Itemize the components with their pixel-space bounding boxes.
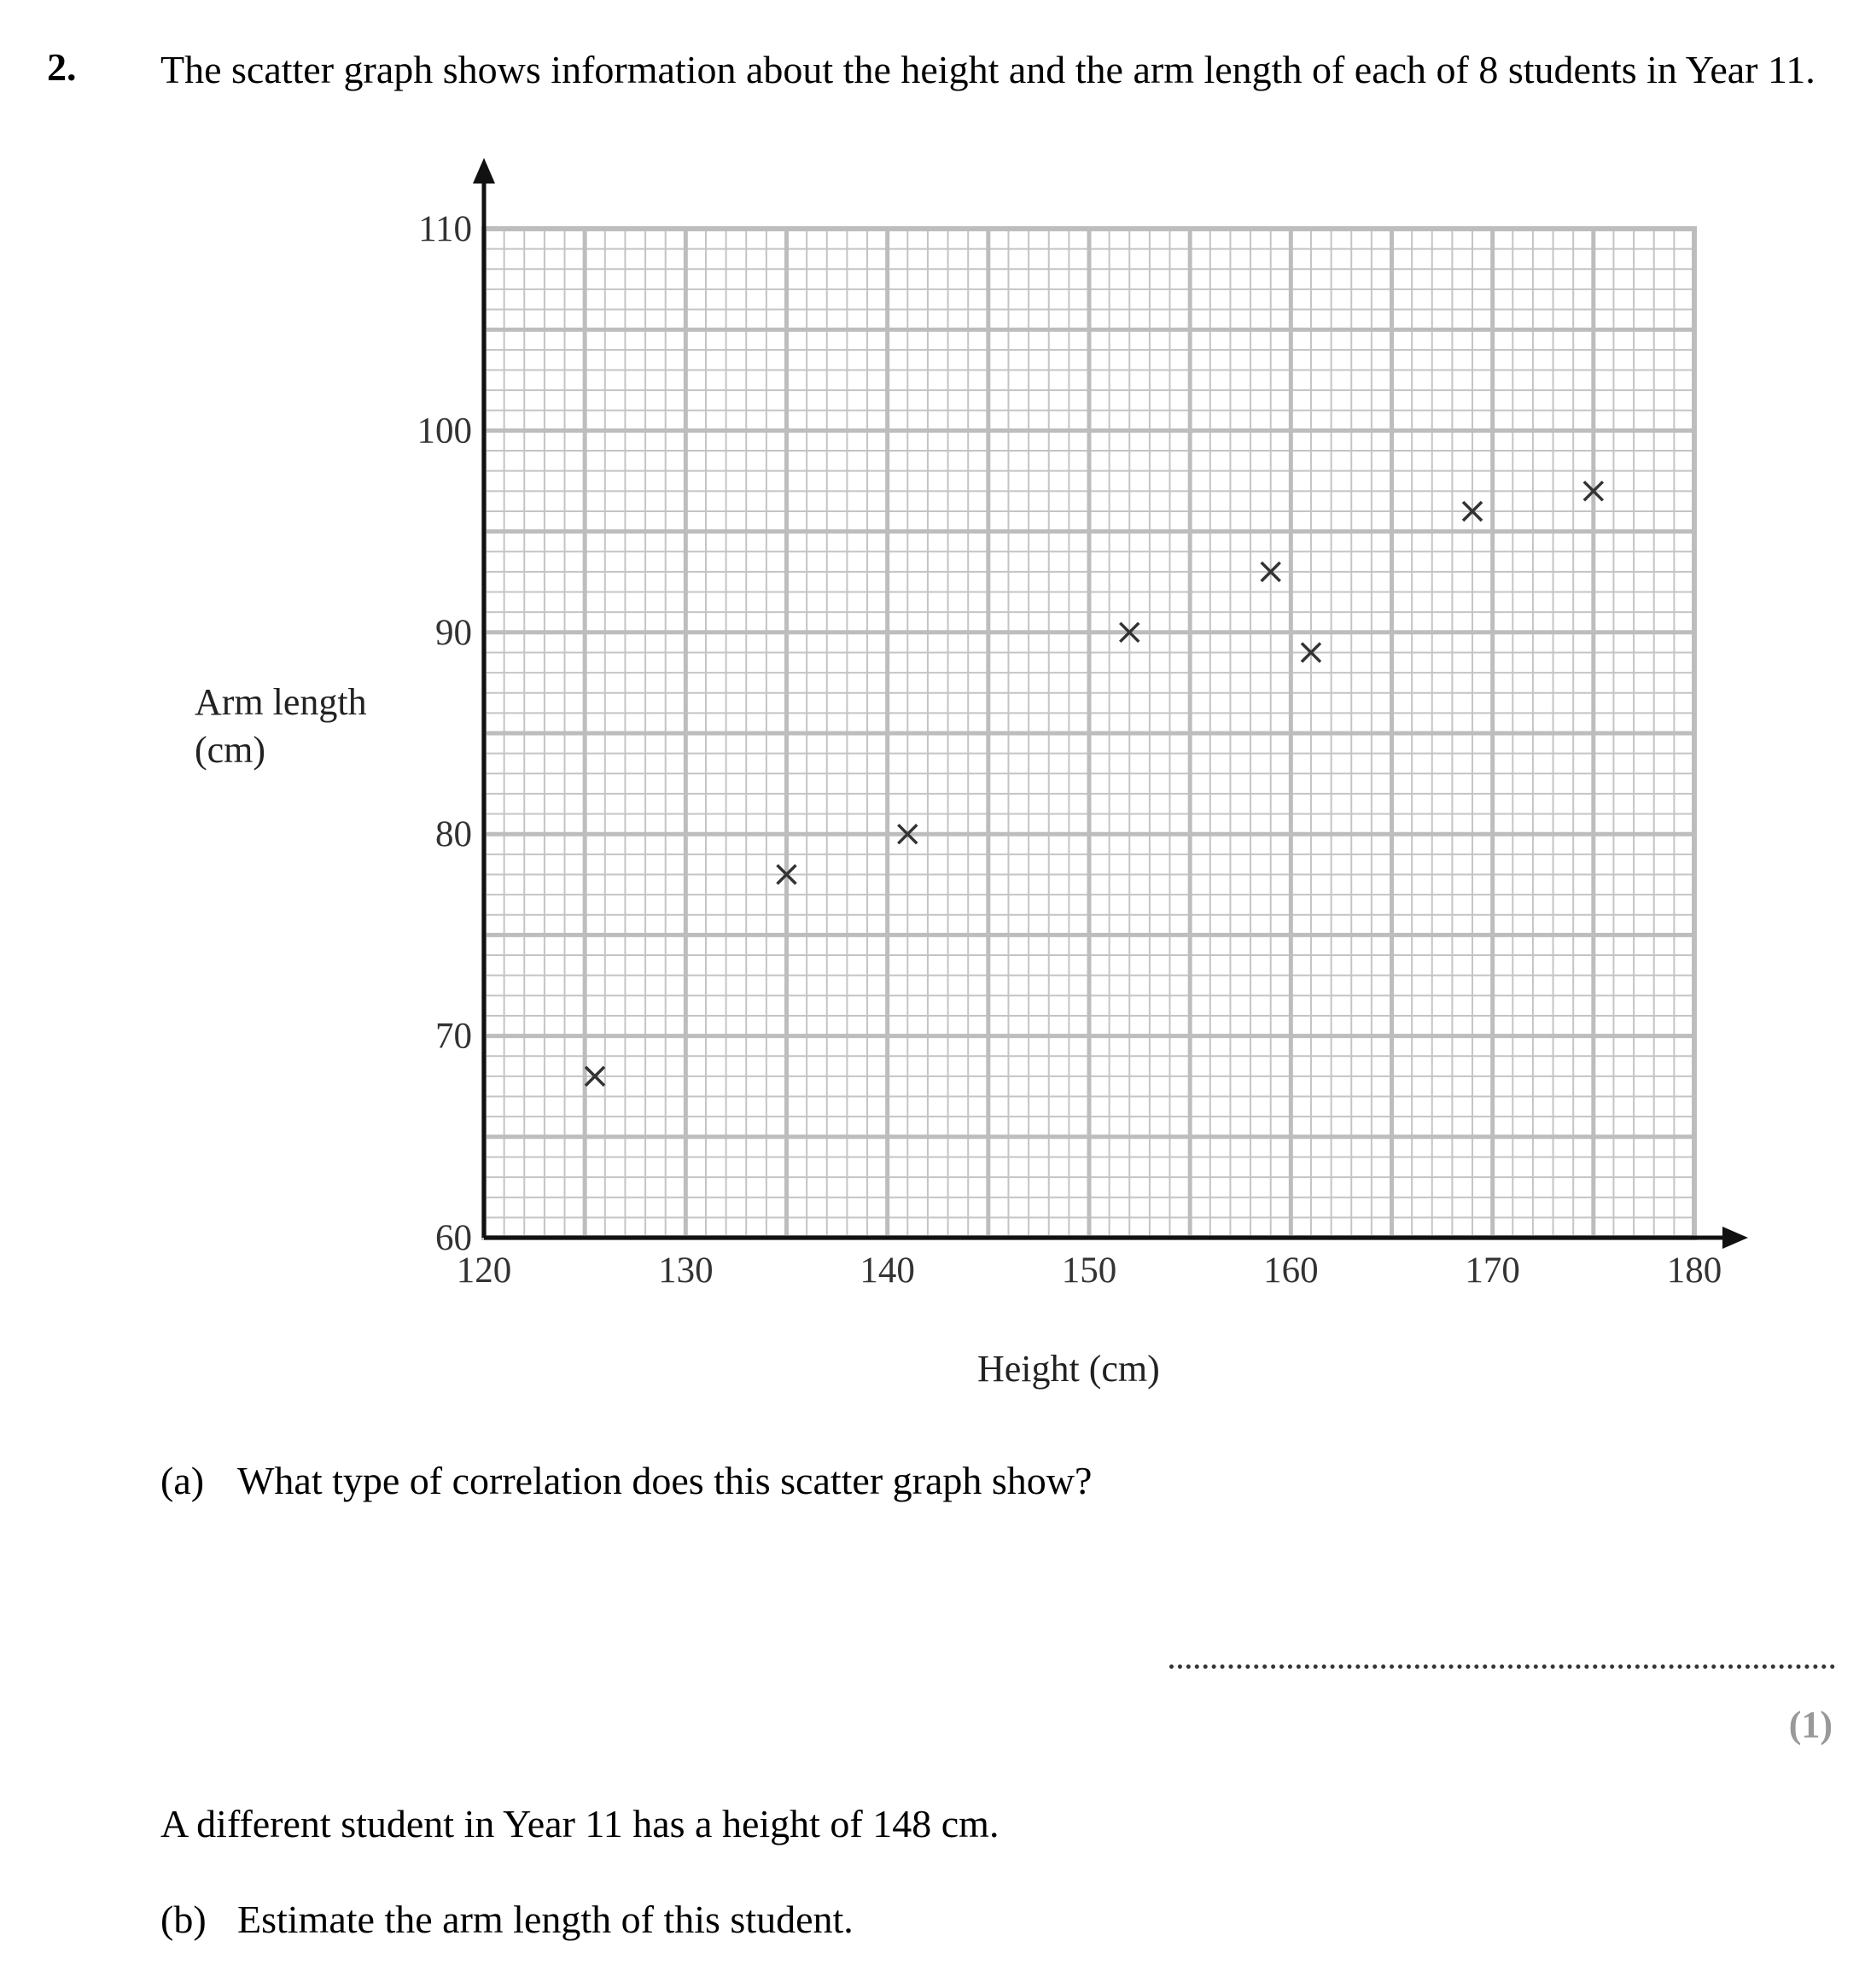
- part-b-text: Estimate the arm length of this student.: [237, 1898, 854, 1941]
- y-tick-label: 90: [435, 612, 472, 653]
- y-tick-label: 110: [418, 209, 472, 249]
- question-intro: The scatter graph shows information about the height and the arm length of each of 8 students in Year 11.: [160, 48, 1815, 91]
- statement: A different student in Year 11 has a height of 148 cm.: [160, 1802, 1000, 1845]
- y-tick-label: 80: [435, 814, 472, 855]
- x-tick-label: 140: [860, 1251, 915, 1291]
- y-tick-label: 60: [435, 1218, 472, 1258]
- x-tick-label: 160: [1263, 1251, 1319, 1291]
- part-b-label: (b): [160, 1898, 207, 1941]
- y-tick-label: 100: [417, 411, 472, 452]
- x-axis-arrow: [1722, 1227, 1748, 1249]
- y-tick-label: 70: [435, 1016, 472, 1057]
- part-a-marks: (1): [1788, 1704, 1833, 1746]
- x-tick-label: 170: [1465, 1251, 1520, 1291]
- x-tick-label: 130: [658, 1251, 714, 1291]
- x-axis-label: Height (cm): [977, 1348, 1160, 1390]
- y-axis-label-line1: Arm length: [195, 681, 367, 723]
- part-a: [160, 1458, 1092, 1503]
- x-tick-label: 180: [1666, 1251, 1722, 1291]
- part-b: [160, 1897, 854, 1942]
- y-axis-arrow: [473, 158, 495, 184]
- part-a-label: (a): [160, 1459, 205, 1502]
- y-axis-label-line2: (cm): [195, 729, 266, 771]
- y-axis-label: [195, 679, 367, 774]
- x-tick-label: 150: [1061, 1251, 1117, 1291]
- answer-line-a[interactable]: [1169, 1647, 1835, 1669]
- x-tick-label: 120: [456, 1251, 512, 1291]
- question-number: 2.: [47, 45, 77, 89]
- part-a-text: What type of correlation does this scatter graph show?: [237, 1459, 1093, 1502]
- axes: [473, 158, 1748, 1249]
